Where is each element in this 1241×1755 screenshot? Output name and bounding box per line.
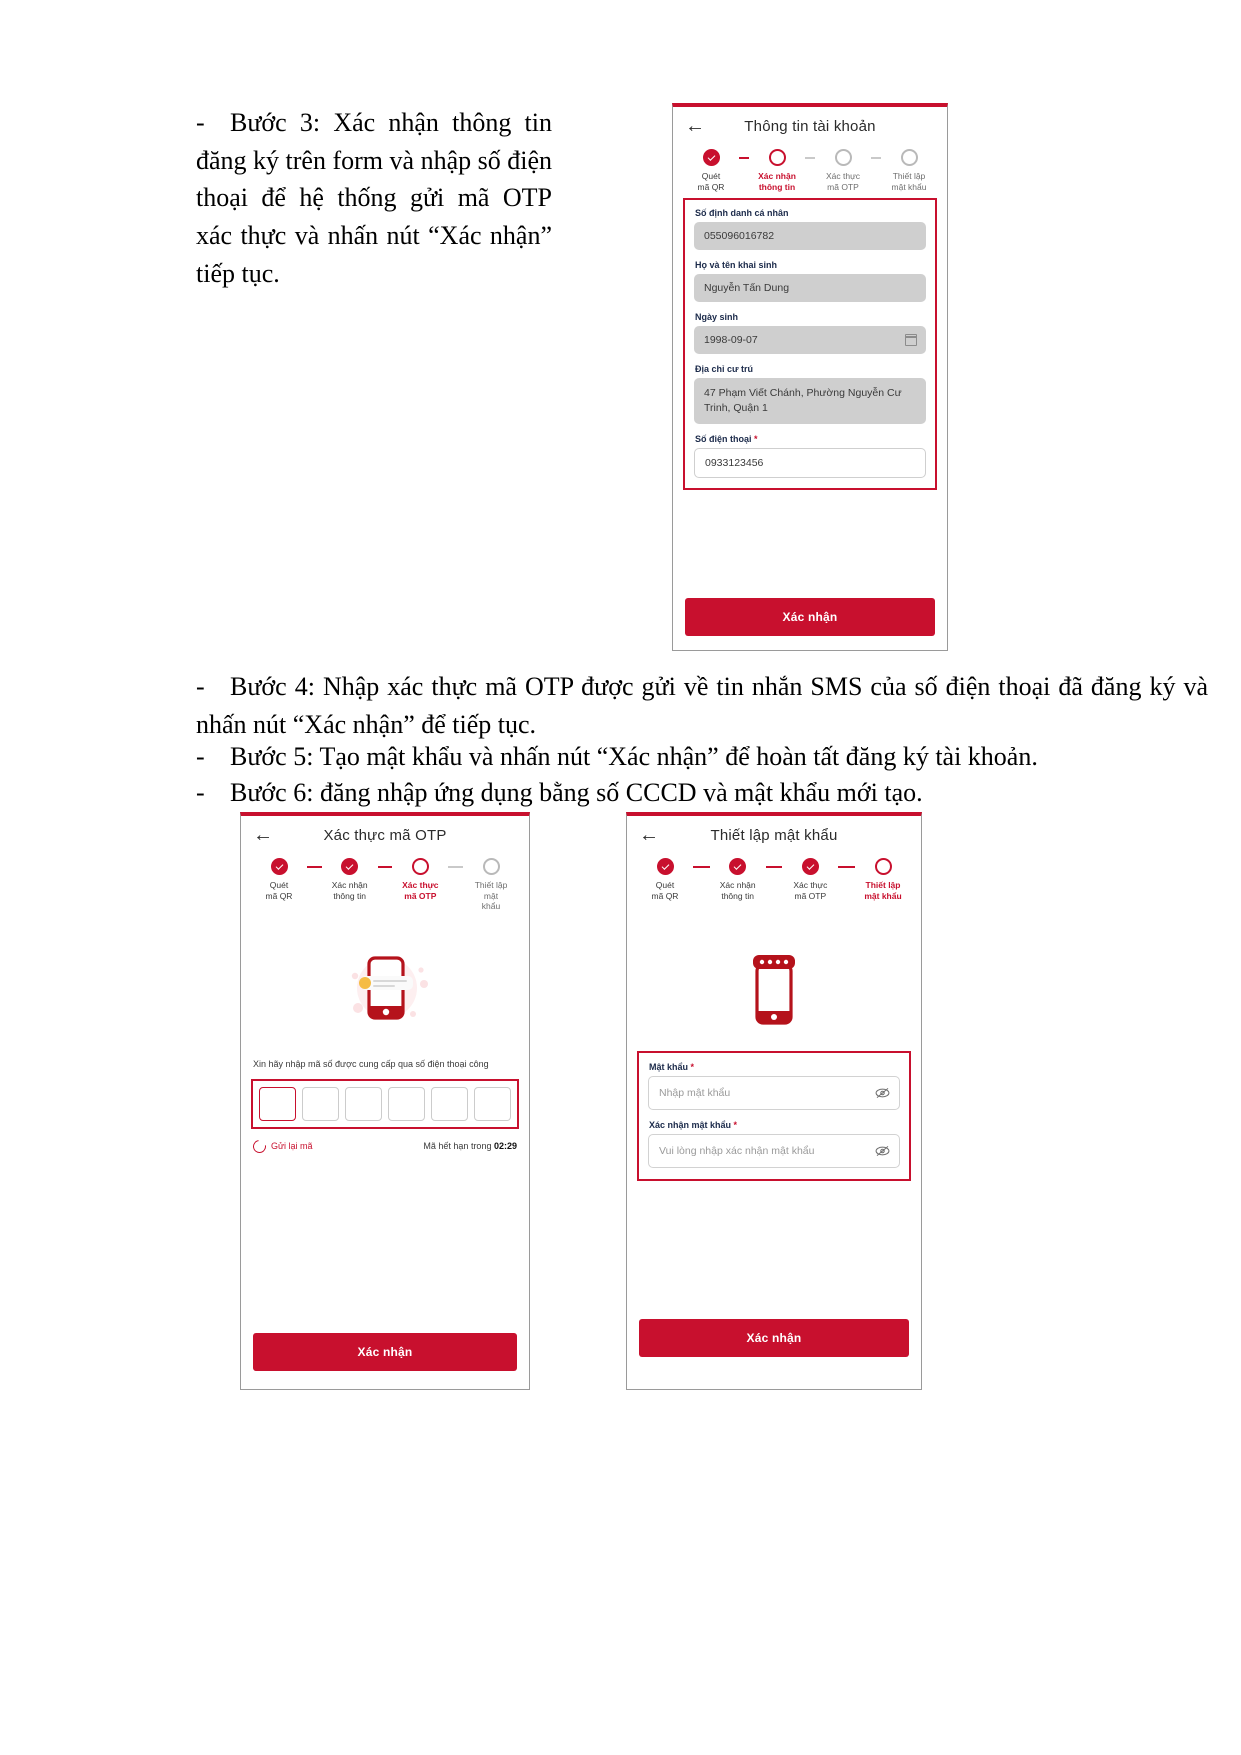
refresh-icon	[250, 1137, 268, 1155]
list-bullet: -	[196, 778, 205, 807]
stepper-otp	[241, 854, 529, 912]
step-scan-qr[interactable]	[637, 858, 693, 901]
otp-footer	[253, 1140, 517, 1153]
field-value-address[interactable]: 47 Phạm Viết Chánh, Phường Nguyễn Cư Trinh, Quận 1	[694, 378, 926, 423]
account-info-form	[683, 198, 937, 489]
confirm-button[interactable]: Xác nhận	[685, 598, 935, 636]
otp-expiry-timer	[423, 1141, 517, 1151]
phone-input[interactable]: 0933123456	[694, 448, 926, 478]
otp-hint-text: Xin hãy nhập mã số được cung cấp qua số điện thoại công	[253, 1058, 489, 1069]
navbar-set-password	[627, 816, 921, 854]
password-input[interactable]	[648, 1076, 900, 1110]
navbar-account-info	[673, 107, 947, 145]
field-label-confirm-password: Xác nhận mật khẩu *	[649, 1120, 738, 1131]
list-bullet: -	[196, 742, 205, 771]
otp-digit-5[interactable]	[431, 1087, 468, 1121]
step-3-text: Bước 3: Xác nhận thông tin đăng ký trên form và nhập số điện thoại để hệ thống gửi mã OTP xác thực và nhấn nút “Xác nhận” tiếp tục.	[196, 108, 552, 288]
otp-input-group[interactable]	[251, 1079, 519, 1129]
step-5-text: Bước 5: Tạo mật khẩu và nhấn nút “Xác nhận” để hoàn tất đăng ký tài khoản.	[230, 742, 1038, 771]
calendar-icon[interactable]	[905, 334, 917, 346]
navbar-otp	[241, 816, 529, 854]
phone-sms-illustration	[325, 940, 445, 1036]
page-title: Thông tin tài khoản	[744, 117, 876, 135]
resend-code-label: Gửi lại mã	[271, 1141, 313, 1152]
field-label-full-name: Họ và tên khai sinh	[695, 260, 778, 271]
step-confirm-info[interactable]	[749, 149, 805, 192]
step-verify-otp[interactable]	[815, 149, 871, 192]
step-label: Quét mã QR	[697, 171, 725, 192]
paragraph-step-4	[196, 668, 1208, 743]
back-arrow-icon[interactable]: ←	[253, 824, 273, 846]
step-6-text: Bước 6: đăng nhập ứng dụng bằng số CCCD và mật khẩu mới tạo.	[230, 778, 923, 807]
stepper-connector	[838, 866, 855, 868]
stepper-connector	[693, 866, 710, 868]
field-value-date-of-birth[interactable]	[694, 326, 926, 354]
page-title: Thiết lập mật khẩu	[710, 826, 838, 844]
step-dot-current-icon	[875, 858, 892, 875]
stepper-set-password	[627, 854, 921, 901]
step-verify-otp[interactable]	[392, 858, 448, 901]
otp-digit-6[interactable]	[474, 1087, 511, 1121]
step-label: Xác thực mã OTP	[793, 880, 828, 901]
stepper-connector	[766, 866, 783, 868]
phone-mockup-account-info	[672, 103, 948, 651]
step-dot-done-icon	[729, 858, 746, 875]
step-dot-done-icon	[341, 858, 358, 875]
step-label: Quét mã QR	[265, 880, 293, 901]
phone-mockup-set-password	[626, 812, 922, 1390]
confirm-password-placeholder: Vui lòng nhập xác nhận mật khẩu	[659, 1145, 815, 1158]
confirm-button[interactable]: Xác nhận	[639, 1319, 909, 1357]
required-mark: *	[690, 1062, 695, 1073]
step-dot-current-icon	[412, 858, 429, 875]
paragraph-step-6	[196, 774, 1208, 812]
resend-code-button[interactable]	[253, 1140, 313, 1153]
step-confirm-info[interactable]	[322, 858, 378, 901]
step-dot-done-icon	[703, 149, 720, 166]
step-scan-qr[interactable]	[251, 858, 307, 901]
step-label: Xác nhận thông tin	[331, 880, 368, 901]
otp-digit-3[interactable]	[345, 1087, 382, 1121]
back-arrow-icon[interactable]: ←	[685, 115, 705, 137]
field-label-national-id: Số định danh cá nhân	[695, 208, 789, 219]
step-set-password[interactable]	[881, 149, 937, 192]
otp-digit-1[interactable]	[259, 1087, 296, 1121]
step-scan-qr[interactable]	[683, 149, 739, 192]
step-dot-todo-icon	[483, 858, 500, 875]
step-label: Xác nhận thông tin	[719, 880, 756, 901]
step-confirm-info[interactable]	[710, 858, 766, 901]
phone-lock-illustration	[731, 937, 817, 1037]
list-bullet: -	[196, 672, 205, 701]
confirm-password-input[interactable]	[648, 1134, 900, 1168]
step-label: Xác nhận thông tin	[758, 171, 796, 192]
timer-value: 02:29	[493, 1141, 517, 1152]
field-label-phone: Số điện thoại *	[695, 433, 758, 444]
step-dot-todo-icon	[901, 149, 918, 166]
paragraph-step-3	[196, 104, 552, 292]
step-dot-current-icon	[769, 149, 786, 166]
confirm-button[interactable]: Xác nhận	[253, 1333, 517, 1371]
step-label: Thiết lập mật khẩu	[891, 171, 927, 192]
timer-prefix: Mã hết hạn trong	[423, 1141, 492, 1152]
eye-off-icon[interactable]	[875, 1088, 890, 1099]
app-screen-otp	[241, 816, 529, 1389]
password-form	[637, 1051, 911, 1181]
step-label: Xác thực mã OTP	[402, 880, 439, 901]
app-screen-set-password	[627, 816, 921, 1389]
paragraph-step-5	[196, 738, 1208, 776]
step-verify-otp[interactable]	[782, 858, 838, 901]
stepper-connector	[871, 157, 881, 159]
step-label: Thiết lập mật khẩu	[864, 880, 902, 901]
step-dot-done-icon	[802, 858, 819, 875]
field-value-national-id[interactable]: 055096016782	[694, 222, 926, 250]
field-label-password: Mật khẩu *	[649, 1062, 695, 1073]
otp-digit-4[interactable]	[388, 1087, 425, 1121]
step-label: Thiết lập mật khẩu	[474, 880, 508, 912]
field-label-date-of-birth: Ngày sinh	[695, 312, 739, 323]
required-mark: *	[733, 1120, 738, 1131]
back-arrow-icon[interactable]: ←	[639, 824, 659, 846]
required-mark: *	[754, 433, 758, 444]
step-label: Xác thực mã OTP	[825, 171, 861, 192]
list-bullet: -	[196, 108, 205, 137]
eye-off-icon[interactable]	[875, 1146, 890, 1157]
step-4-text: Bước 4: Nhập xác thực mã OTP được gửi về tin nhắn SMS của số điện thoại đã đăng ký và nhấn nút “Xác nhận” để tiếp tục.	[196, 672, 1208, 739]
stepper-connector	[739, 157, 749, 159]
date-of-birth-text: 1998-09-07	[704, 334, 758, 347]
step-dot-todo-icon	[835, 149, 852, 166]
stepper-connector	[378, 866, 393, 868]
app-screen-account-info	[673, 107, 947, 650]
field-label-address: Địa chỉ cư trú	[695, 364, 754, 375]
step-set-password[interactable]	[855, 858, 911, 901]
stepper-connector	[805, 157, 815, 159]
password-placeholder: Nhập mật khẩu	[659, 1087, 731, 1100]
step-label: Quét mã QR	[651, 880, 679, 901]
step-dot-done-icon	[657, 858, 674, 875]
stepper-account-info	[673, 145, 947, 192]
page-title: Xác thực mã OTP	[323, 826, 447, 844]
step-dot-done-icon	[271, 858, 288, 875]
field-value-full-name[interactable]: Nguyễn Tấn Dung	[694, 274, 926, 302]
stepper-connector	[448, 866, 463, 868]
step-set-password[interactable]	[463, 858, 519, 912]
phone-mockup-otp	[240, 812, 530, 1390]
stepper-connector	[307, 866, 322, 868]
otp-digit-2[interactable]	[302, 1087, 339, 1121]
